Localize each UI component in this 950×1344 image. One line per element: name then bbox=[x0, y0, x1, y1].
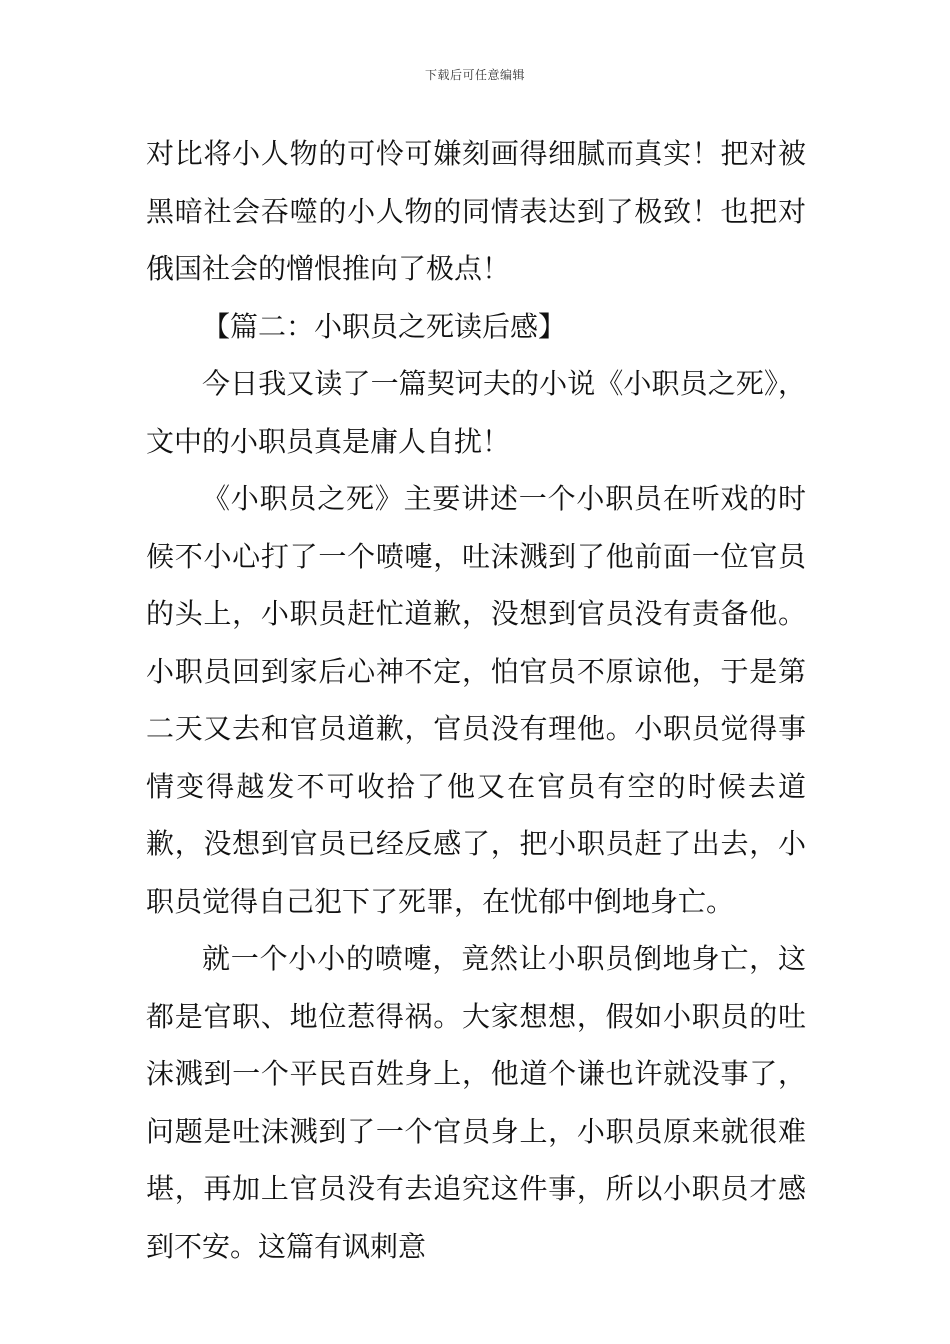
paragraph-summary: 《小职员之死》主要讲述一个小职员在听戏的时候不小心打了一个喷嚏，吐沫溅到了他前面一位官员的头上，小职员赶忙道歉，没想到官员没有责备他。小职员回到家后心神不定，怕官员不原谅他，于是第二天又去和官员道歉，官员没有理他。小职员觉得事情变得越发不可收拾了他又在官员有空的时候去道歉，没想到官员已经反感了，把小职员赶了出去，小职员觉得自己犯下了死罪，在忧郁中倒地身亡。 bbox=[146, 482, 806, 918]
document-body bbox=[146, 125, 806, 1275]
section-heading: 【篇二：小职员之死读后感】 bbox=[202, 309, 567, 343]
paragraph-intro: 今日我又读了一篇契诃夫的小说《小职员之死》，文中的小职员真是庸人自扰！ bbox=[146, 367, 806, 458]
paragraph-continuation: 对比将小人物的可怜可嫌刻画得细腻而真实！把对被黑暗社会吞噬的小人物的同情表达到了极致！也把对俄国社会的憎恨推向了极点！ bbox=[146, 137, 806, 285]
paragraph-analysis: 就一个小小的喷嚏，竟然让小职员倒地身亡，这都是官职、地位惹得祸。大家想想，假如小职员的吐沫溅到一个平民百姓身上，他道个谦也许就没事了，问题是吐沫溅到了一个官员身上，小职员原来就很难堪，再加上官员没有去追究这件事，所以小职员才感到不安。这篇有讽刺意 bbox=[146, 942, 806, 1263]
header-note: 下载后可任意编辑 bbox=[424, 68, 525, 82]
